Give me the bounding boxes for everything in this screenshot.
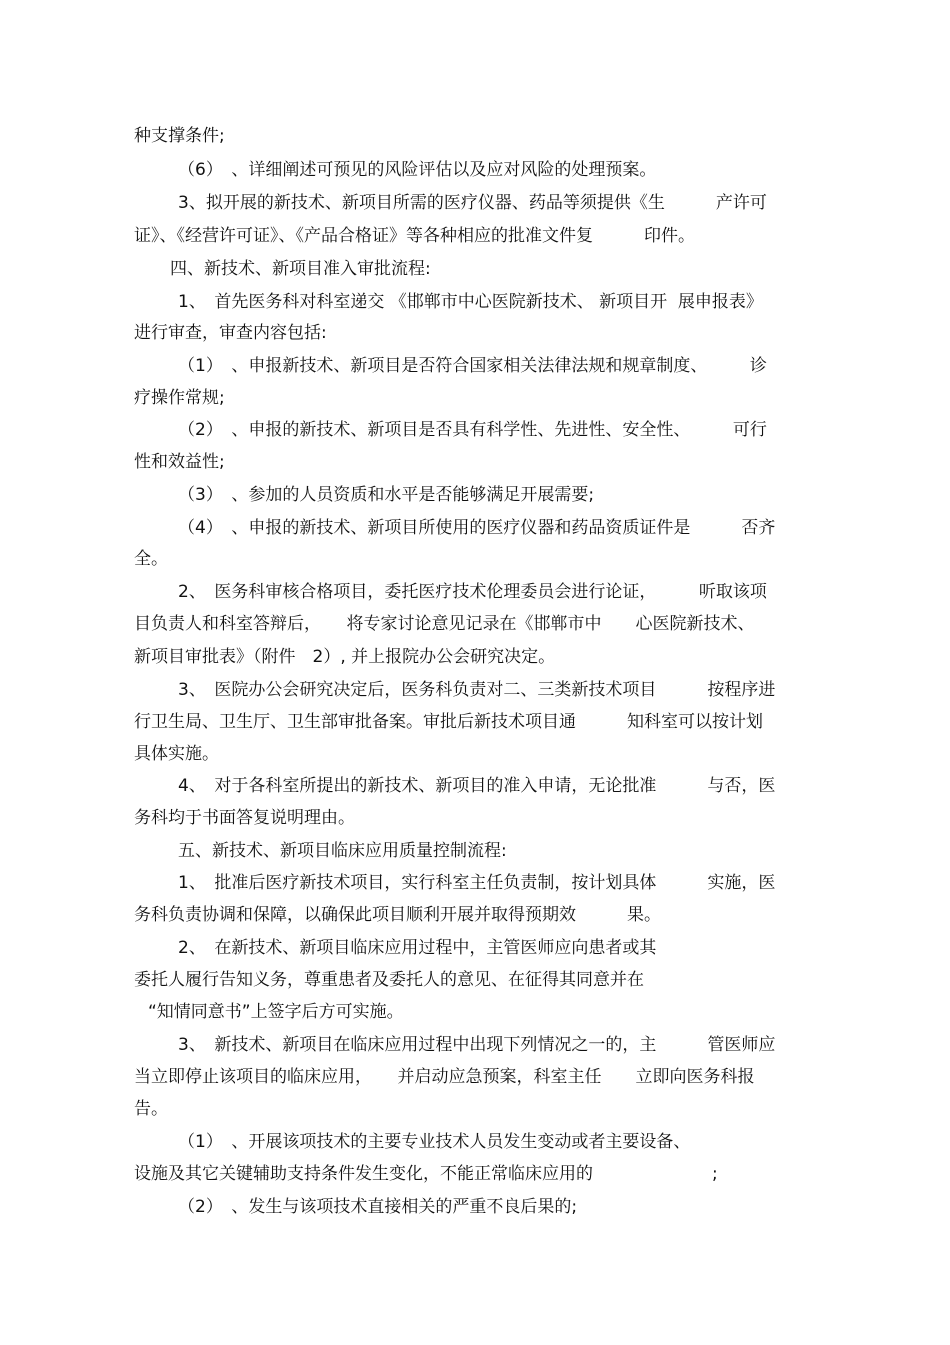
text-line: （6） 、详细阐述可预见的风险评估以及应对风险的处理预案。 <box>178 160 657 180</box>
text-line: （2） 、发生与该项技术直接相关的严重不良后果的; <box>178 1197 578 1217</box>
text-line: 2、 医务科审核合格项目，委托医疗技术伦理委员会进行论证， 听取该项 <box>178 582 767 602</box>
text-line: 全。 <box>134 549 168 569</box>
text-line: 进行审查，审查内容包括: <box>134 323 327 343</box>
text-line: 4、 对于各科室所提出的新技术、新项目的准入申请，无论批准 与否，医 <box>178 776 776 796</box>
text-line: 3、 新技术、新项目在临床应用过程中出现下列情况之一的，主 管医师应 <box>178 1035 776 1055</box>
text-line: 目负责人和科室答辩后， 将专家讨论意见记录在《邯郸市中 心医院新技术、 <box>134 614 755 634</box>
text-line: （1） 、申报新技术、新项目是否符合国家相关法律法规和规章制度、 诊 <box>178 356 767 376</box>
text-line: （4） 、申报的新技术、新项目所使用的医疗仪器和药品资质证件是 否齐 <box>178 518 776 538</box>
text-line: 疗操作常规; <box>134 388 225 408</box>
section-heading: 四、新技术、新项目准入审批流程: <box>170 259 431 279</box>
text-line: 具体实施。 <box>134 744 219 764</box>
text-line: 性和效益性; <box>134 452 225 472</box>
text-line: “知情同意书”上签字后方可实施。 <box>148 1002 404 1022</box>
text-line: 告。 <box>134 1099 168 1119</box>
text-line: 2、 在新技术、新项目临床应用过程中，主管医师应向患者或其 <box>178 938 657 958</box>
text-line: （3） 、参加的人员资质和水平是否能够满足开展需要; <box>178 485 595 505</box>
text-line: 1、 批准后医疗新技术项目，实行科室主任负责制，按计划具体 实施，医 <box>178 873 776 893</box>
text-line: 务科均于书面答复说明理由。 <box>134 808 355 828</box>
text-line: 证》、《经营许可证》、《产品合格证》等各种相应的批准文件复 印件。 <box>134 226 695 246</box>
text-line: 新项目审批表》（附件 2）, 并上报院办公会研究决定。 <box>134 647 556 667</box>
text-line: 1、 首先医务科对科室递交 《邯郸市中心医院新技术、 新项目开 展申报表》 <box>178 292 763 312</box>
text-line: 当立即停止该项目的临床应用， 并启动应急预案，科室主任 立即向医务科报 <box>134 1067 755 1087</box>
section-heading: 五、新技术、新项目临床应用质量控制流程: <box>178 841 507 861</box>
text-line: 3、 医院办公会研究决定后，医务科负责对二、三类新技术项目 按程序进 <box>178 680 776 700</box>
text-line: 务科负责协调和保障，以确保此项目顺利开展并取得预期效 果。 <box>134 905 661 925</box>
text-line: 委托人履行告知义务，尊重患者及委托人的意见、在征得其同意并在 <box>134 970 644 990</box>
text-line: 设施及其它关键辅助支持条件发生变化，不能正常临床应用的 ; <box>134 1164 718 1184</box>
text-line: （2） 、申报的新技术、新项目是否具有科学性、先进性、安全性、 可行 <box>178 420 767 440</box>
text-line: 种支撑条件; <box>134 126 225 146</box>
text-line: 3、拟开展的新技术、新项目所需的医疗仪器、药品等须提供《生 产许可 <box>178 193 767 213</box>
text-line: （1） 、开展该项技术的主要专业技术人员发生变动或者主要设备、 <box>178 1132 691 1152</box>
text-line: 行卫生局、卫生厅、卫生部审批备案。审批后新技术项目通 知科室可以按计划 <box>134 712 763 732</box>
